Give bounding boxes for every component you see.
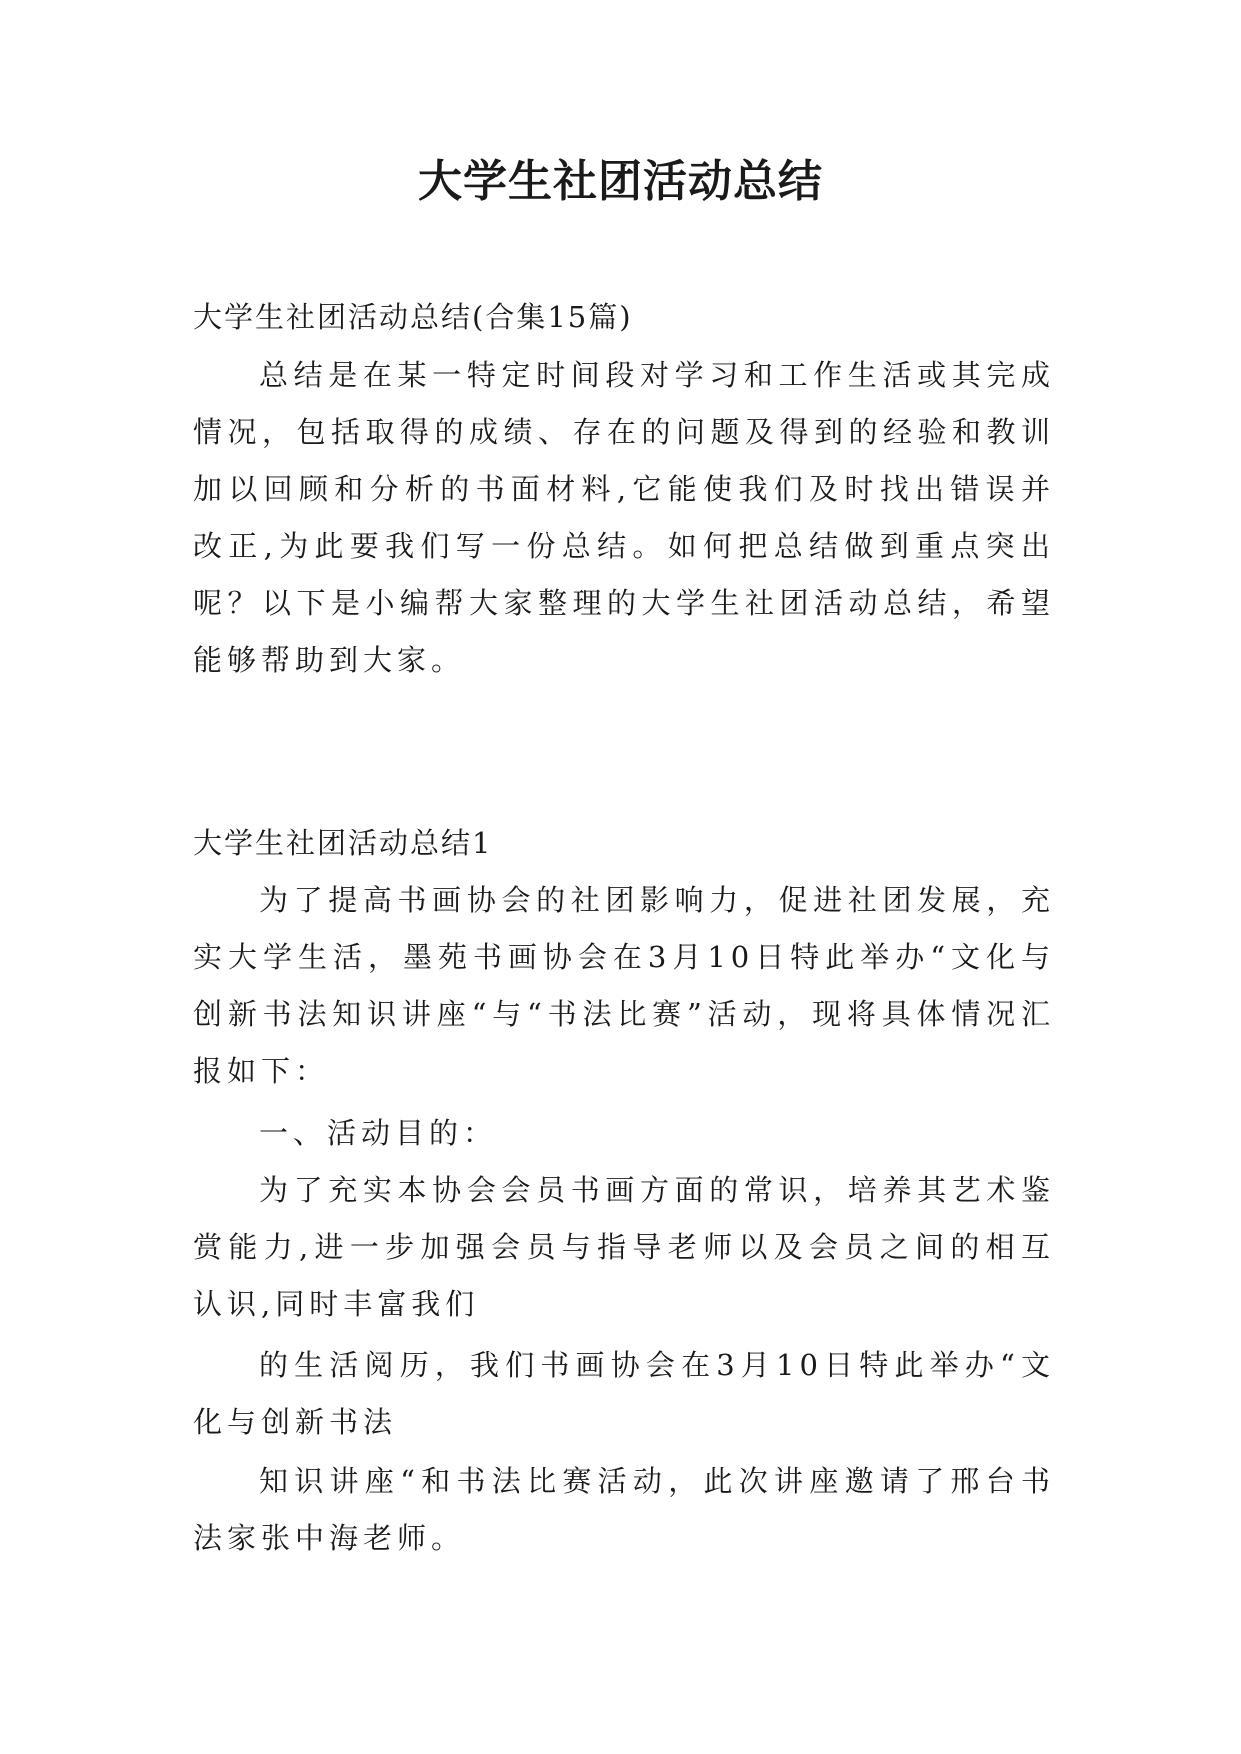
continuation-paragraph: 的生活阅历，我们书画协会在3月10日特此举办“文化与创新书法 bbox=[193, 1348, 1055, 1439]
section-heading: 大学生社团活动总结1 bbox=[193, 826, 493, 860]
lecture-paragraph: 知识讲座“和书法比赛活动，此次讲座邀请了邢台书法家张中海老师。 bbox=[193, 1464, 1055, 1555]
section-paragraph-intro: 为了提高书画协会的社团影响力，促进社团发展，充实大学生活，墨苑书画协会在3月10日特此举办“文化与创新书法知识讲座“与“书法比赛”活动，现将具体情况汇报如下： bbox=[193, 883, 1055, 1088]
document-subtitle: 大学生社团活动总结(合集15篇) bbox=[193, 300, 633, 334]
activity-purpose-heading: 一、活动目的： bbox=[259, 1116, 498, 1150]
document-title: 大学生社团活动总结 bbox=[418, 156, 823, 207]
purpose-paragraph: 为了充实本协会会员书画方面的常识，培养其艺术鉴赏能力,进一步加强会员与指导老师以及会员之间的相互认识,同时丰富我们 bbox=[193, 1173, 1055, 1321]
intro-paragraph: 总结是在某一特定时间段对学习和工作生活或其完成情况，包括取得的成绩、存在的问题及得到的经验和教训加以回顾和分析的书面材料,它能使我们及时找出错误并改正,为此要我们写一份总结。如何把总结做到重点突出呢？以下是小编帮大家整理的大学生社团活动总结，希望能够帮助到大家。 bbox=[193, 358, 1055, 677]
